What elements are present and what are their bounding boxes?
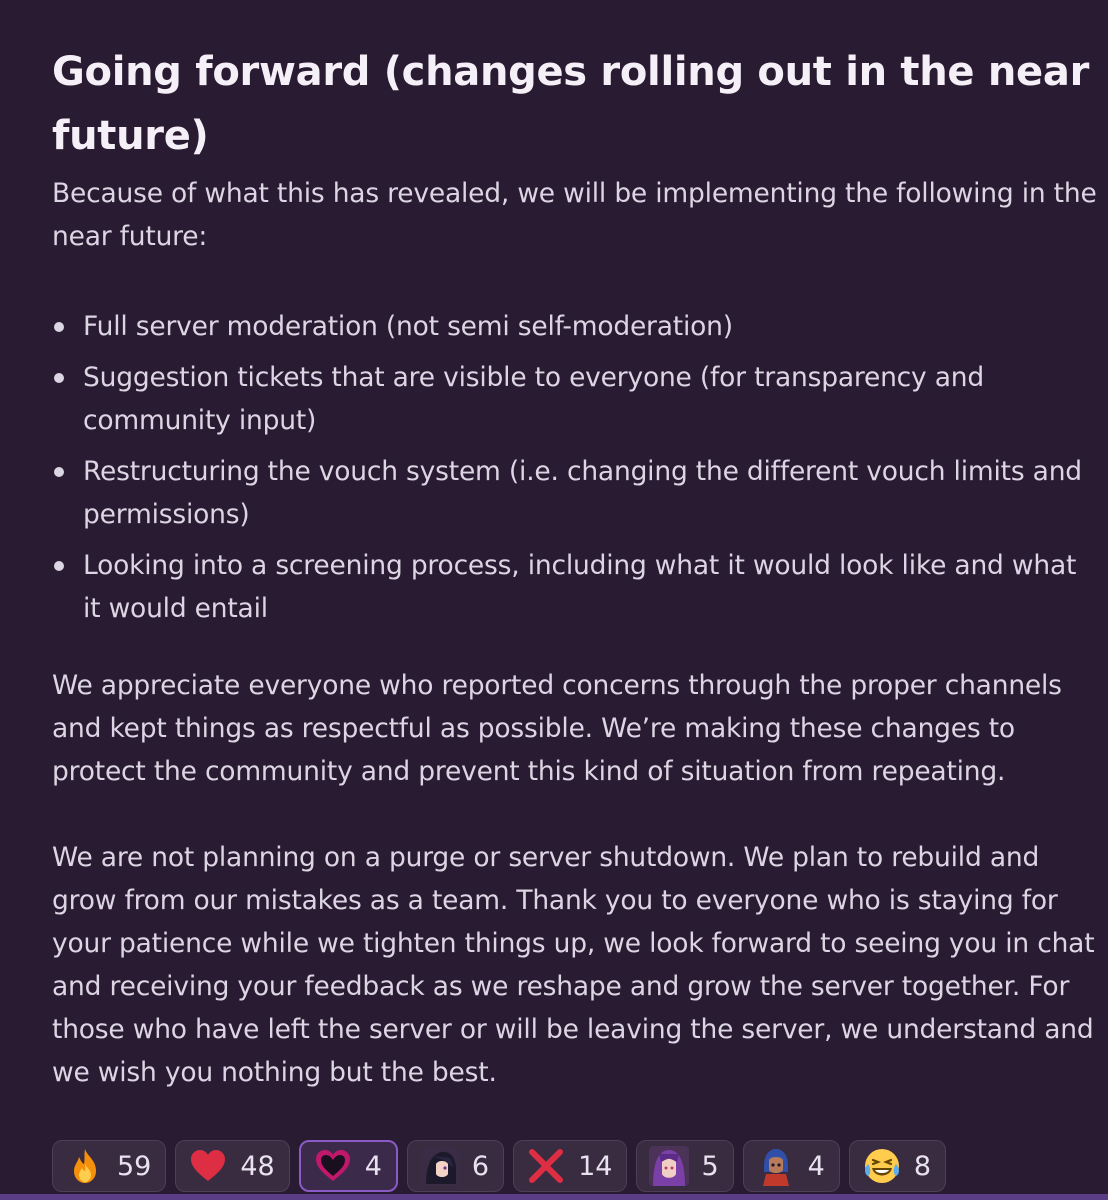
reaction-count: 14 [578, 1150, 613, 1182]
announcement-message [52, 40, 1097, 1094]
reaction-blue-hair-character[interactable] [743, 1140, 840, 1192]
list-item: Looking into a screening process, including what it would look like and what it would entail [83, 544, 1097, 630]
reaction-anime-character[interactable] [407, 1140, 504, 1192]
appreciation-paragraph: We appreciate everyone who reported concerns through the proper channels and kept things as respectful as possible. We’re making these changes to protect the community and prevent this kind of situation from repeating. [52, 670, 1062, 787]
reaction-purple-hair-character[interactable] [636, 1140, 733, 1192]
closing-paragraph: We are not planning on a purge or server shutdown. We plan to rebuild and grow from our mistakes as a team. Thank you to everyone who is staying for your patience while we tighten things up, we look forward to seeing you in chat and receiving your feedback as we reshape and grow the server together. For those who have left the server or will be leaving the server, we understand and we wish you nothing but the best. [52, 842, 1095, 1088]
reaction-count: 8 [913, 1150, 932, 1182]
crying-laughing-icon [862, 1146, 902, 1186]
list-item: Suggestion tickets that are visible to everyone (for transparency and community input) [83, 356, 1097, 442]
red-x-icon [526, 1146, 566, 1186]
reaction-count: 5 [701, 1150, 719, 1182]
purple-hair-character-icon [649, 1146, 689, 1186]
reaction-crying-laughing[interactable] [849, 1140, 946, 1192]
dark-heart-icon [313, 1146, 353, 1186]
list-item: Restructuring the vouch system (i.e. changing the different vouch limits and permissions) [83, 450, 1097, 536]
reaction-count: 4 [807, 1150, 825, 1182]
blue-hair-character-icon [756, 1146, 796, 1186]
reaction-count: 48 [240, 1150, 275, 1182]
reaction-fire[interactable] [52, 1140, 166, 1192]
changes-list [52, 305, 1097, 630]
reaction-count: 4 [364, 1150, 382, 1182]
bottom-accent-bar [0, 1194, 1108, 1200]
anime-character-icon [420, 1146, 460, 1186]
intro-paragraph: Because of what this has revealed, we will be implementing the following in the near future: [52, 178, 1097, 252]
section-heading: Going forward (changes rolling out in the near future) [52, 49, 1090, 159]
red-heart-icon [188, 1146, 228, 1186]
reaction-red-x[interactable] [513, 1140, 627, 1192]
reaction-dark-heart[interactable] [299, 1140, 398, 1192]
list-item: Full server moderation (not semi self-moderation) [83, 305, 1097, 348]
fire-icon [65, 1146, 105, 1186]
reaction-count: 59 [117, 1150, 152, 1182]
reaction-count: 6 [471, 1150, 490, 1182]
reaction-heart[interactable] [175, 1140, 289, 1192]
reaction-bar [52, 1140, 946, 1192]
